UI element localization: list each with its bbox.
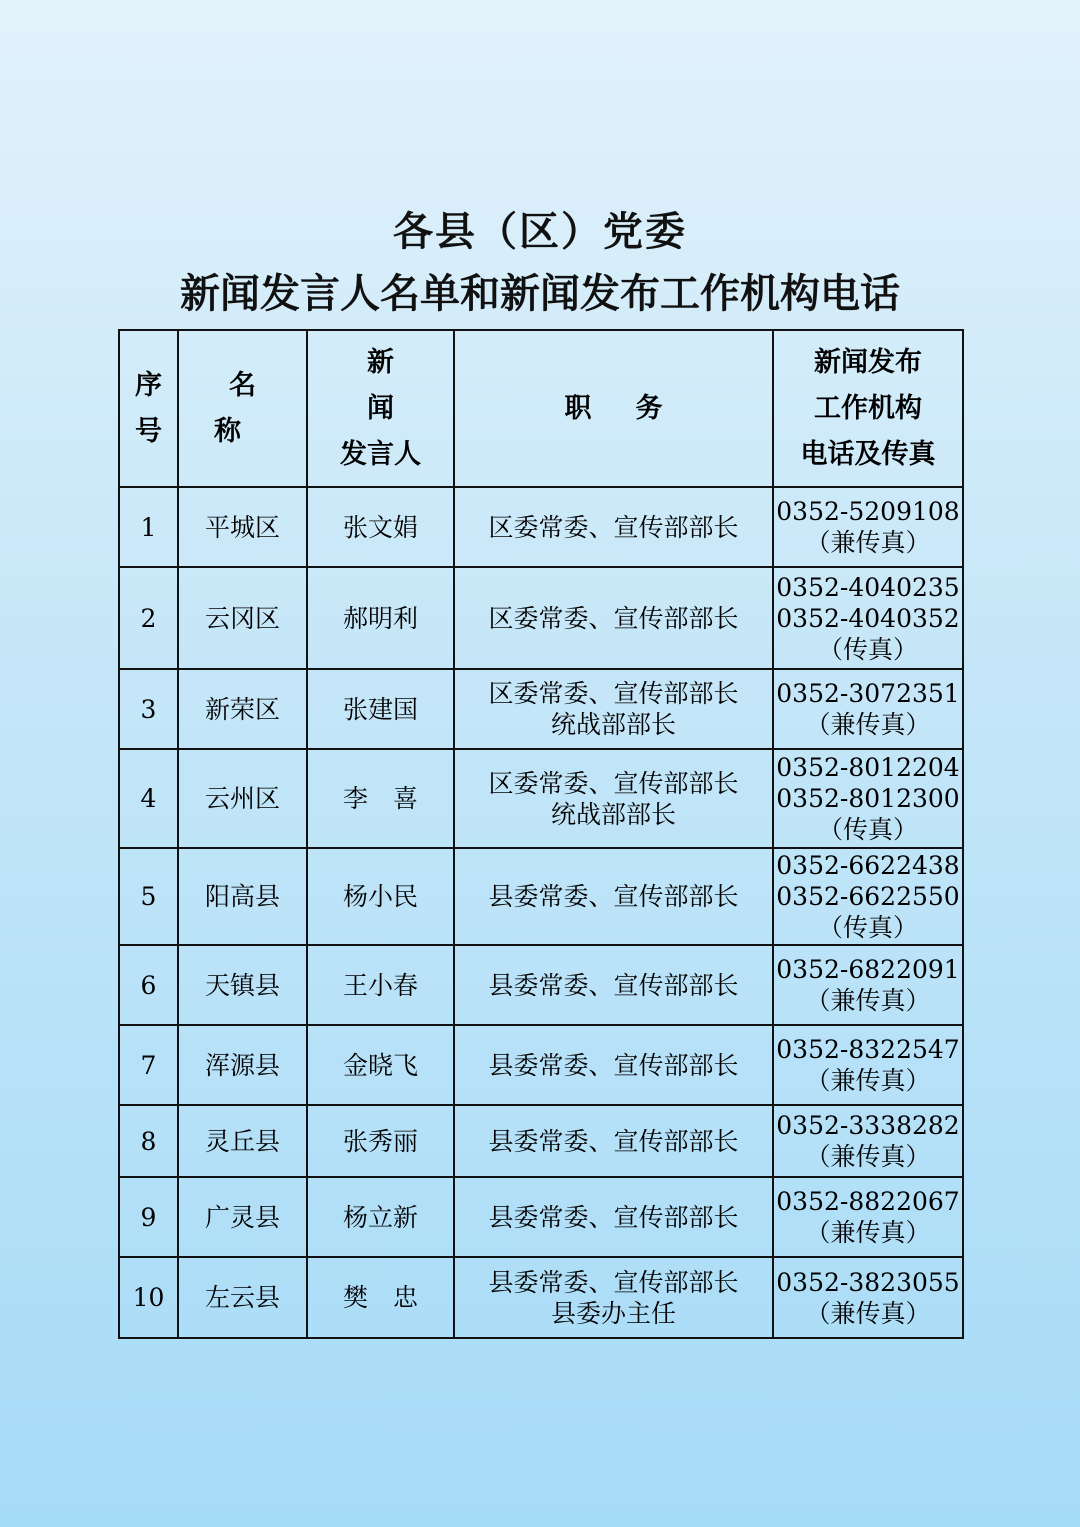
phone-line: 0352-6822091 <box>776 955 960 984</box>
phone-line: 0352-8012300 <box>776 784 960 813</box>
duty-line: 县委常委、宣传部部长 <box>488 1126 739 1156</box>
table-row <box>119 1025 963 1105</box>
header-seq: 序号 <box>119 330 178 487</box>
duty-line: 县委常委、宣传部部长 <box>488 1267 739 1297</box>
cell-duty <box>454 669 773 749</box>
header-phone: 新闻发布 工作机构 电话及传真 <box>773 330 963 487</box>
cell-phone <box>773 1177 963 1257</box>
cell-phone <box>773 487 963 567</box>
phone-line: 0352-8012204 <box>776 753 960 782</box>
cell-seq: 1 <box>119 487 178 567</box>
cell-phone <box>773 567 963 669</box>
phone-line: （兼传真） <box>805 710 931 739</box>
duty-line: 统战部部长 <box>550 710 676 739</box>
cell-seq: 3 <box>119 669 178 749</box>
cell-seq: 9 <box>119 1177 178 1257</box>
table-row <box>119 749 963 848</box>
table-row <box>119 945 963 1025</box>
duty-line: 县委常委、宣传部部长 <box>488 882 739 911</box>
cell-phone <box>773 1257 963 1338</box>
cell-phone <box>773 848 963 945</box>
duty-line: 区委常委、宣传部部长 <box>488 512 739 542</box>
cell-duty <box>454 1177 773 1257</box>
header-name: 名称 <box>178 330 307 487</box>
cell-duty <box>454 567 773 669</box>
cell-phone <box>773 1105 963 1177</box>
cell-duty <box>454 1257 773 1338</box>
phone-line: （兼传真） <box>805 986 931 1015</box>
phone-line: 0352-3072351 <box>776 679 960 708</box>
phone-line: （兼传真） <box>805 1066 931 1095</box>
cell-name: 广灵县 <box>178 1177 307 1257</box>
cell-duty <box>454 487 773 567</box>
cell-seq: 5 <box>119 848 178 945</box>
cell-person: 杨立新 <box>307 1177 454 1257</box>
duty-line: 县委常委、宣传部部长 <box>488 970 739 1000</box>
duty-line: 区委常委、宣传部部长 <box>488 768 739 798</box>
cell-name: 浑源县 <box>178 1025 307 1105</box>
table-body <box>119 487 963 1338</box>
phone-line: （兼传真） <box>805 528 931 557</box>
cell-duty <box>454 749 773 848</box>
table-row <box>119 1177 963 1257</box>
cell-name: 天镇县 <box>178 945 307 1025</box>
phone-line: （传真） <box>817 815 918 844</box>
phone-line: 0352-4040352 <box>776 603 960 633</box>
table-row <box>119 1257 963 1338</box>
table-header-row <box>119 330 963 487</box>
cell-name: 新荣区 <box>178 669 307 749</box>
cell-name: 左云县 <box>178 1257 307 1338</box>
table-row <box>119 567 963 669</box>
cell-seq: 4 <box>119 749 178 848</box>
phone-line: 0352-5209108 <box>776 497 960 526</box>
phone-line: 0352-6622438 <box>776 851 960 880</box>
cell-person: 张建国 <box>307 669 454 749</box>
phone-line: 0352-8322547 <box>776 1035 960 1064</box>
header-duty: 职务 <box>454 330 773 487</box>
table-row <box>119 1105 963 1177</box>
cell-duty <box>454 848 773 945</box>
cell-seq: 10 <box>119 1257 178 1338</box>
cell-person: 樊 忠 <box>307 1257 454 1338</box>
cell-duty <box>454 945 773 1025</box>
duty-line: 区委常委、宣传部部长 <box>488 603 739 633</box>
phone-line: （传真） <box>817 634 918 664</box>
cell-name: 平城区 <box>178 487 307 567</box>
phone-line: 0352-8822067 <box>776 1187 960 1216</box>
phone-line: 0352-4040235 <box>776 572 960 602</box>
cell-phone <box>773 669 963 749</box>
cell-phone <box>773 1025 963 1105</box>
cell-person: 金晓飞 <box>307 1025 454 1105</box>
cell-duty <box>454 1025 773 1105</box>
phone-line: （兼传真） <box>805 1298 931 1328</box>
cell-phone <box>773 749 963 848</box>
page-subtitle: 新闻发言人名单和新闻发布工作机构电话 <box>180 271 900 317</box>
duty-line: 县委办主任 <box>550 1298 676 1328</box>
phone-line: 0352-6622550 <box>776 882 960 911</box>
duty-line: 区委常委、宣传部部长 <box>488 679 739 708</box>
cell-name: 云冈区 <box>178 567 307 669</box>
cell-name: 云州区 <box>178 749 307 848</box>
cell-duty <box>454 1105 773 1177</box>
cell-name: 灵丘县 <box>178 1105 307 1177</box>
cell-person: 杨小民 <box>307 848 454 945</box>
table-row <box>119 848 963 945</box>
table-row <box>119 669 963 749</box>
duty-line: 县委常委、宣传部部长 <box>488 1202 739 1232</box>
cell-seq: 6 <box>119 945 178 1025</box>
phone-line: （兼传真） <box>805 1142 931 1171</box>
cell-person: 李 喜 <box>307 749 454 848</box>
cell-person: 王小春 <box>307 945 454 1025</box>
header-spokesperson: 新闻 发言人 <box>307 330 454 487</box>
cell-seq: 7 <box>119 1025 178 1105</box>
phone-line: 0352-3823055 <box>776 1267 960 1297</box>
cell-seq: 2 <box>119 567 178 669</box>
cell-person: 张文娟 <box>307 487 454 567</box>
cell-person: 张秀丽 <box>307 1105 454 1177</box>
cell-seq: 8 <box>119 1105 178 1177</box>
duty-line: 统战部部长 <box>550 799 676 829</box>
phone-line: （传真） <box>817 913 918 942</box>
page-title: 各县（区）党委 <box>393 209 687 255</box>
duty-line: 县委常委、宣传部部长 <box>488 1050 739 1080</box>
table-row <box>119 487 963 567</box>
cell-person: 郝明利 <box>307 567 454 669</box>
spokesperson-table <box>118 329 964 1339</box>
cell-name: 阳高县 <box>178 848 307 945</box>
cell-phone <box>773 945 963 1025</box>
phone-line: （兼传真） <box>805 1218 931 1247</box>
phone-line: 0352-3338282 <box>776 1111 960 1140</box>
